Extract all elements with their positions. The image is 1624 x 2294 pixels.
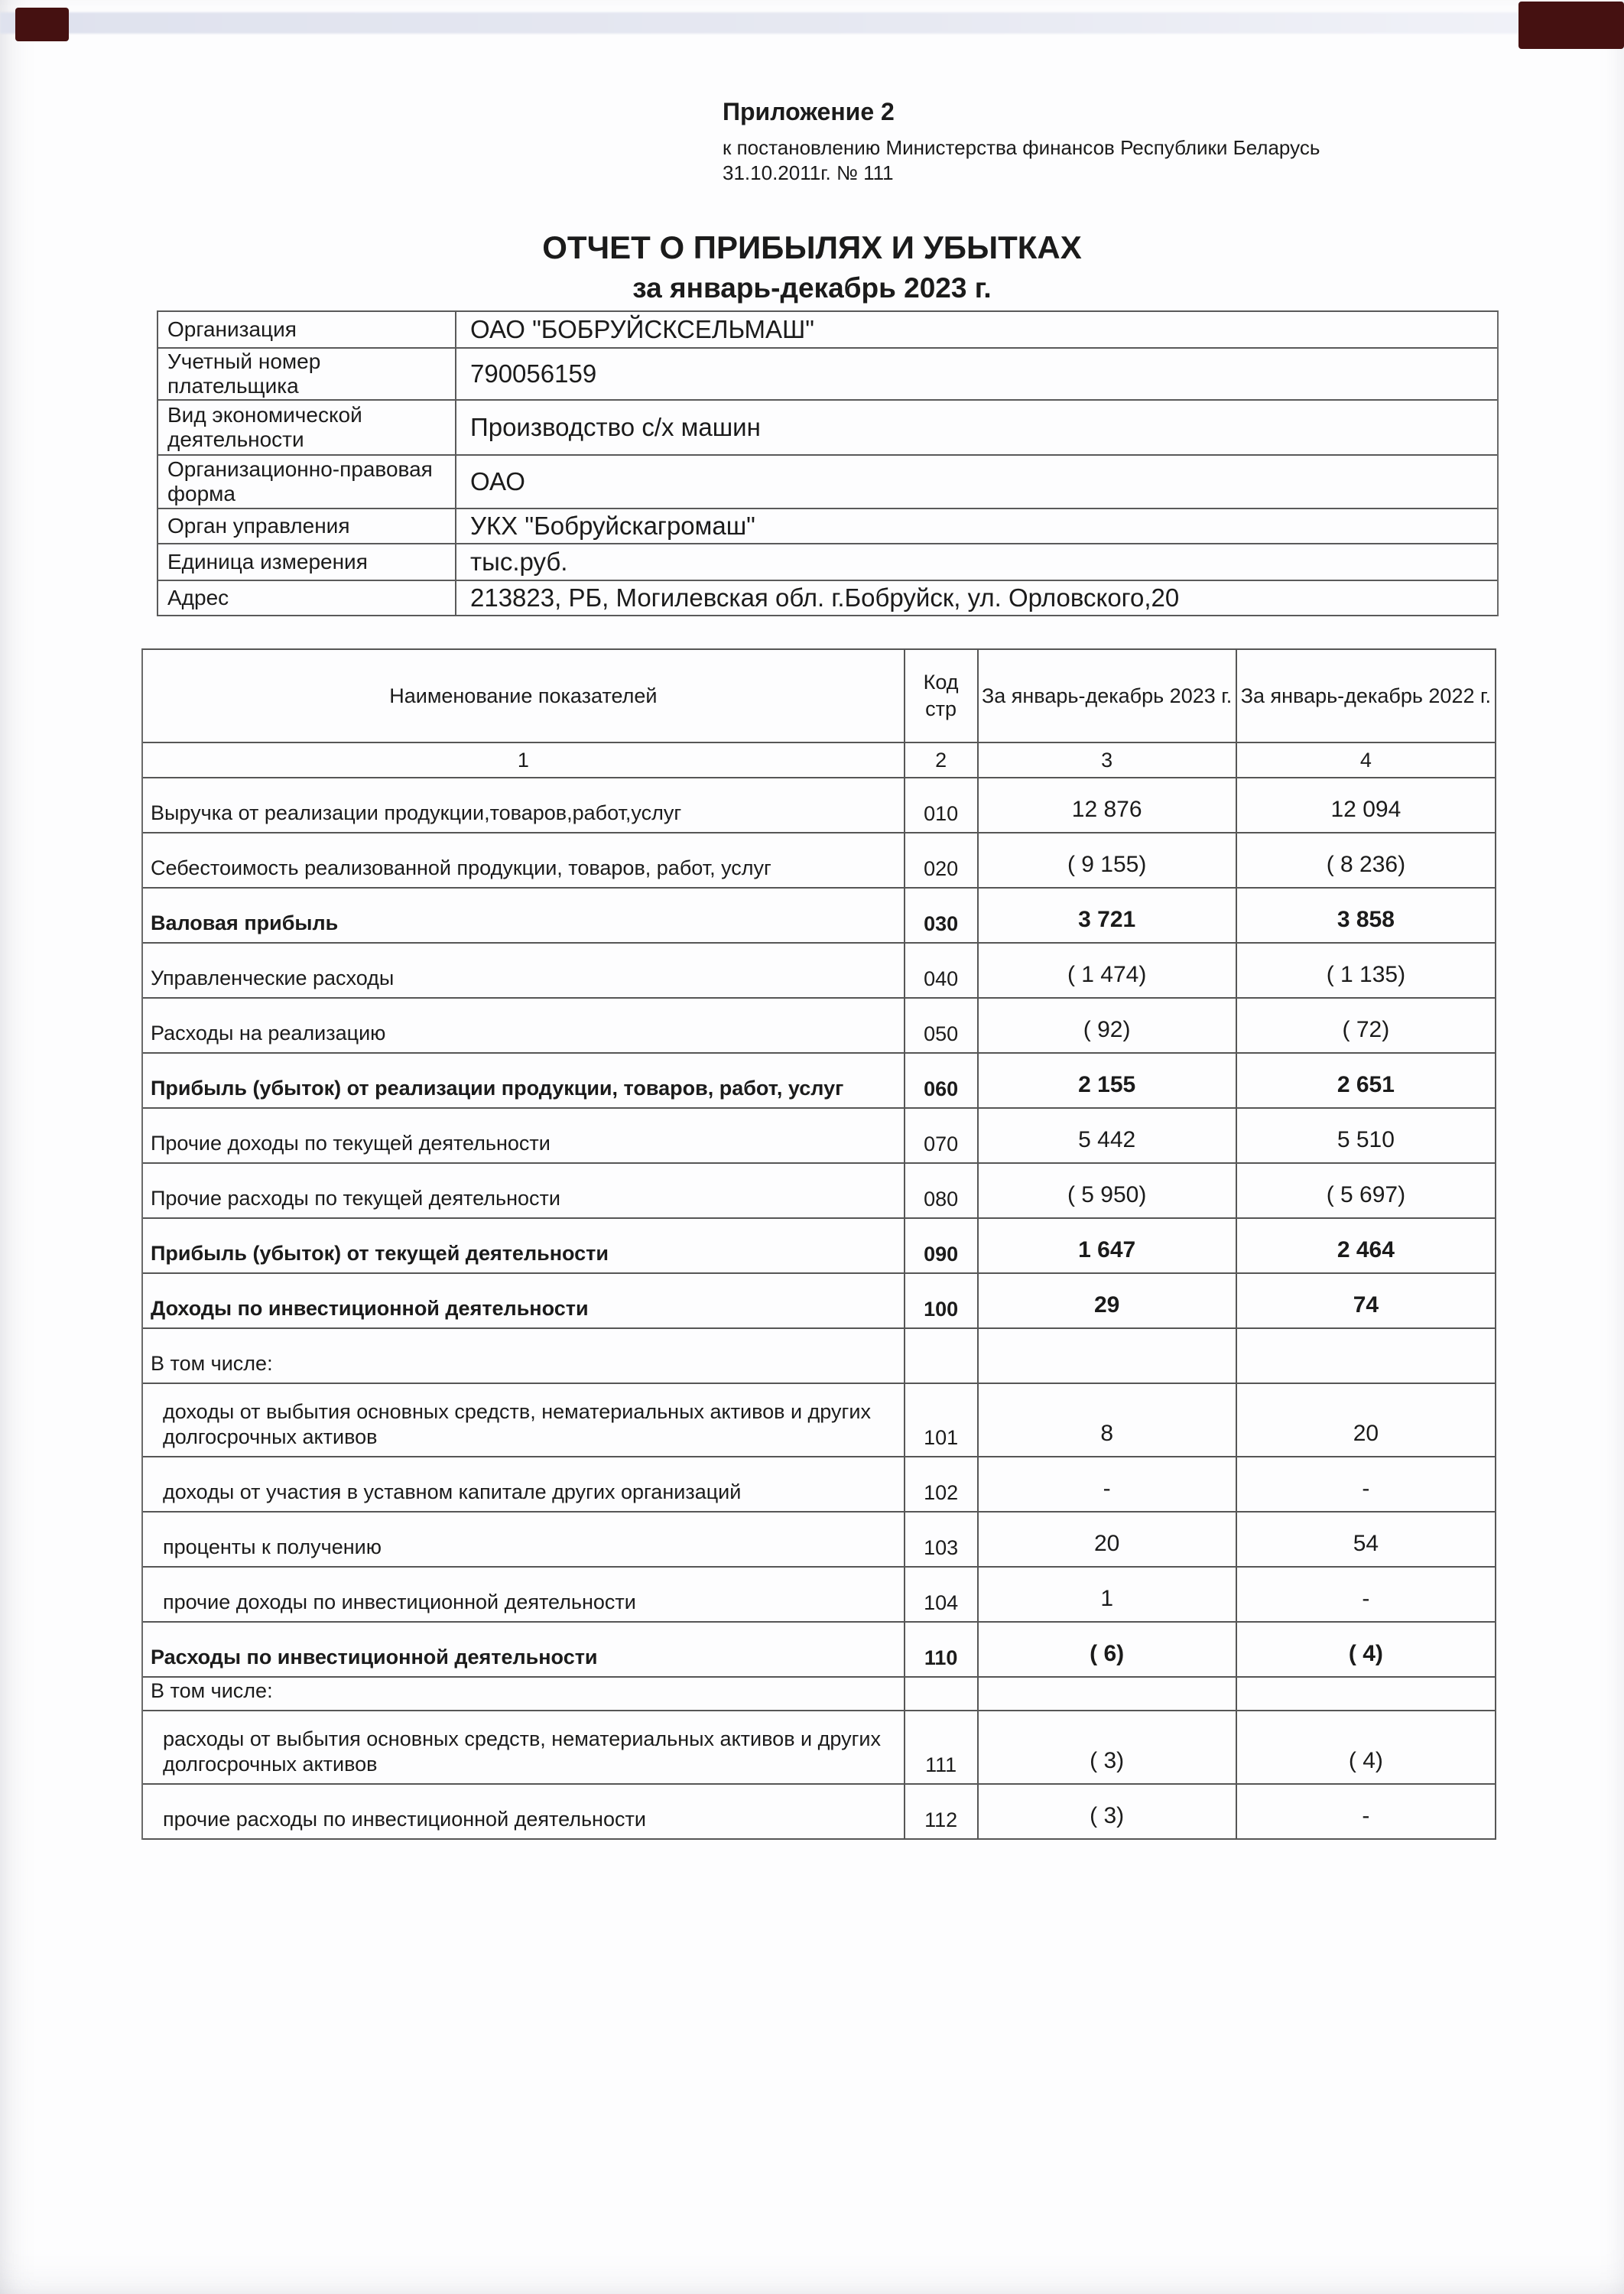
row-code bbox=[905, 1678, 979, 1710]
row-label: Управленческие расходы bbox=[143, 944, 905, 997]
table-row bbox=[143, 1678, 1495, 1711]
table-row bbox=[143, 1457, 1495, 1513]
table-row bbox=[143, 1274, 1495, 1329]
row-value-2023: 20 bbox=[979, 1513, 1237, 1566]
row-code: 050 bbox=[905, 999, 979, 1052]
column-number-2: 2 bbox=[905, 743, 979, 777]
table-row bbox=[143, 1109, 1495, 1164]
row-code: 070 bbox=[905, 1109, 979, 1162]
profit-loss-table bbox=[141, 648, 1496, 1840]
info-row bbox=[158, 401, 1497, 456]
row-value-2023: ( 3) bbox=[979, 1711, 1237, 1783]
table-row bbox=[143, 1219, 1495, 1274]
info-value: Производство с/х машин bbox=[470, 413, 761, 441]
row-value-2023: ( 1 474) bbox=[979, 944, 1237, 997]
info-row bbox=[158, 456, 1497, 509]
appendix-title: Приложение 2 bbox=[723, 98, 895, 125]
row-value-2022 bbox=[1237, 1678, 1495, 1710]
row-code: 060 bbox=[905, 1054, 979, 1107]
organization-info-table bbox=[157, 310, 1499, 616]
row-code: 111 bbox=[905, 1711, 979, 1783]
row-label: Прочие расходы по текущей деятельности bbox=[143, 1164, 905, 1217]
row-value-2022: 74 bbox=[1353, 1292, 1379, 1318]
row-value-2022: 54 bbox=[1353, 1531, 1379, 1556]
row-code: 040 bbox=[905, 944, 979, 997]
row-value-2023: 1 bbox=[979, 1568, 1237, 1621]
row-value-2023: ( 3) bbox=[979, 1785, 1237, 1838]
table-row bbox=[143, 1785, 1495, 1840]
table-row bbox=[143, 833, 1495, 889]
row-value-2023 bbox=[979, 1329, 1237, 1383]
row-value-2023: 29 bbox=[979, 1274, 1237, 1327]
header-2023-cell: За январь-декабрь 2023 г. bbox=[979, 650, 1237, 742]
row-label: Прочие доходы по текущей деятельности bbox=[143, 1109, 905, 1162]
row-value-2022: ( 72) bbox=[1342, 1017, 1390, 1042]
row-value-2023: 2 155 bbox=[979, 1054, 1237, 1107]
table-row bbox=[143, 1711, 1495, 1785]
row-code: 102 bbox=[905, 1457, 979, 1511]
info-label: Вид экономической деятельности bbox=[158, 401, 456, 454]
appendix-block bbox=[723, 98, 1320, 186]
row-code: 020 bbox=[905, 833, 979, 887]
row-code: 112 bbox=[905, 1785, 979, 1838]
row-label: Выручка от реализации продукции,товаров,работ,услуг bbox=[143, 778, 905, 832]
table-header-row bbox=[143, 650, 1495, 743]
row-code: 090 bbox=[905, 1219, 979, 1272]
row-label: В том числе: bbox=[143, 1329, 905, 1383]
row-label: прочие расходы по инвестиционной деятельности bbox=[143, 1785, 905, 1838]
column-number-1: 1 bbox=[143, 743, 905, 777]
header-code-cell: Код стр bbox=[905, 650, 979, 742]
info-row bbox=[158, 509, 1497, 544]
table-row bbox=[143, 889, 1495, 944]
column-number-3: 3 bbox=[979, 743, 1237, 777]
scan-edge-band bbox=[0, 12, 1624, 34]
row-value-2022: ( 8 236) bbox=[1326, 852, 1406, 877]
row-value-2022: 2 651 bbox=[1337, 1072, 1395, 1097]
info-value: УКХ "Бобруйскагромаш" bbox=[470, 512, 755, 540]
row-label: Прибыль (убыток) от реализации продукции, товаров, работ, услуг bbox=[143, 1054, 905, 1107]
row-value-2022: - bbox=[1362, 1476, 1370, 1501]
row-label: В том числе: bbox=[143, 1678, 905, 1710]
info-row bbox=[158, 312, 1497, 349]
row-value-2023: ( 92) bbox=[979, 999, 1237, 1052]
row-label: доходы от участия в уставном капитале других организаций bbox=[143, 1457, 905, 1511]
info-value: тыс.руб. bbox=[470, 548, 568, 576]
info-label: Организационно-правовая форма bbox=[158, 456, 456, 508]
appendix-note-line-1: к постановлению Министерства финансов Республики Беларусь bbox=[723, 136, 1320, 159]
table-row bbox=[143, 1513, 1495, 1568]
row-value-2023: 5 442 bbox=[979, 1109, 1237, 1162]
table-row bbox=[143, 1054, 1495, 1109]
row-value-2023: ( 9 155) bbox=[979, 833, 1237, 887]
row-code: 103 bbox=[905, 1513, 979, 1566]
row-label: Себестоимость реализованной продукции, товаров, работ, услуг bbox=[143, 833, 905, 887]
row-value-2023: 1 647 bbox=[979, 1219, 1237, 1272]
row-value-2023: 3 721 bbox=[979, 889, 1237, 942]
table-row bbox=[143, 1384, 1495, 1457]
row-value-2023 bbox=[979, 1678, 1237, 1710]
row-value-2022: ( 4) bbox=[1348, 1748, 1383, 1773]
corner-mark-left bbox=[15, 8, 69, 41]
row-code: 080 bbox=[905, 1164, 979, 1217]
row-code: 030 bbox=[905, 889, 979, 942]
info-label: Организация bbox=[158, 312, 456, 347]
row-value-2022: 20 bbox=[1353, 1421, 1379, 1446]
info-value: 790056159 bbox=[470, 359, 597, 388]
header-2022-cell: За январь-декабрь 2022 г. bbox=[1240, 684, 1492, 707]
table-row bbox=[143, 778, 1495, 833]
info-value: 213823, РБ, Могилевская обл. г.Бобруйск, ул. Орловского,20 bbox=[470, 583, 1180, 612]
row-code: 104 bbox=[905, 1568, 979, 1621]
info-label: Учетный номер плательщика bbox=[158, 349, 456, 399]
table-row bbox=[143, 1164, 1495, 1219]
info-value: ОАО bbox=[470, 467, 525, 496]
row-value-2023: 8 bbox=[979, 1384, 1237, 1456]
row-label: расходы от выбытия основных средств, нематериальных активов и других долгосрочных активов bbox=[143, 1711, 905, 1783]
row-value-2022: - bbox=[1362, 1586, 1370, 1611]
corner-mark-right bbox=[1518, 2, 1624, 49]
row-value-2023: 12 876 bbox=[979, 778, 1237, 832]
row-value-2023: - bbox=[979, 1457, 1237, 1511]
table-row bbox=[143, 1623, 1495, 1678]
column-number-4: 4 bbox=[1359, 748, 1372, 772]
row-label: Прибыль (убыток) от текущей деятельности bbox=[143, 1219, 905, 1272]
appendix-note-line-2: 31.10.2011г. № 111 bbox=[723, 161, 894, 184]
row-value-2022: ( 1 135) bbox=[1326, 962, 1406, 987]
info-label: Орган управления bbox=[158, 509, 456, 543]
table-row bbox=[143, 1568, 1495, 1623]
page-subtitle: за январь-декабрь 2023 г. bbox=[632, 272, 992, 304]
info-value: ОАО "БОБРУЙСКСЕЛЬМАШ" bbox=[470, 315, 814, 343]
row-code bbox=[905, 1329, 979, 1383]
row-value-2022: ( 4) bbox=[1348, 1641, 1383, 1666]
info-row bbox=[158, 581, 1497, 616]
row-code: 101 bbox=[905, 1384, 979, 1456]
row-value-2022 bbox=[1237, 1329, 1495, 1383]
row-value-2022: 5 510 bbox=[1337, 1127, 1395, 1152]
row-label: Валовая прибыль bbox=[143, 889, 905, 942]
table-row bbox=[143, 1329, 1495, 1384]
row-code: 010 bbox=[905, 778, 979, 832]
page-title: ОТЧЕТ О ПРИБЫЛЯХ И УБЫТКАХ bbox=[542, 229, 1082, 265]
row-value-2022: ( 5 697) bbox=[1326, 1182, 1406, 1207]
row-label: Доходы по инвестиционной деятельности bbox=[143, 1274, 905, 1327]
info-label: Единица измерения bbox=[158, 544, 456, 580]
row-label: Расходы на реализацию bbox=[143, 999, 905, 1052]
row-code: 110 bbox=[905, 1623, 979, 1676]
row-value-2022: 3 858 bbox=[1337, 907, 1395, 932]
table-row bbox=[143, 999, 1495, 1054]
info-label: Адрес bbox=[158, 581, 456, 615]
column-number-row bbox=[143, 743, 1495, 778]
info-row bbox=[158, 349, 1497, 401]
row-label: доходы от выбытия основных средств, нематериальных активов и других долгосрочных активов bbox=[143, 1384, 905, 1456]
row-value-2023: ( 5 950) bbox=[979, 1164, 1237, 1217]
row-value-2022: 12 094 bbox=[1330, 797, 1402, 822]
row-label: прочие доходы по инвестиционной деятельности bbox=[143, 1568, 905, 1621]
row-label: проценты к получению bbox=[143, 1513, 905, 1566]
row-code: 100 bbox=[905, 1274, 979, 1327]
table-row bbox=[143, 944, 1495, 999]
row-value-2022: 2 464 bbox=[1337, 1237, 1395, 1262]
row-label: Расходы по инвестиционной деятельности bbox=[143, 1623, 905, 1676]
row-value-2023: ( 6) bbox=[979, 1623, 1237, 1676]
info-row bbox=[158, 544, 1497, 581]
header-name-cell: Наименование показателей bbox=[143, 650, 905, 742]
row-value-2022: - bbox=[1362, 1803, 1370, 1828]
